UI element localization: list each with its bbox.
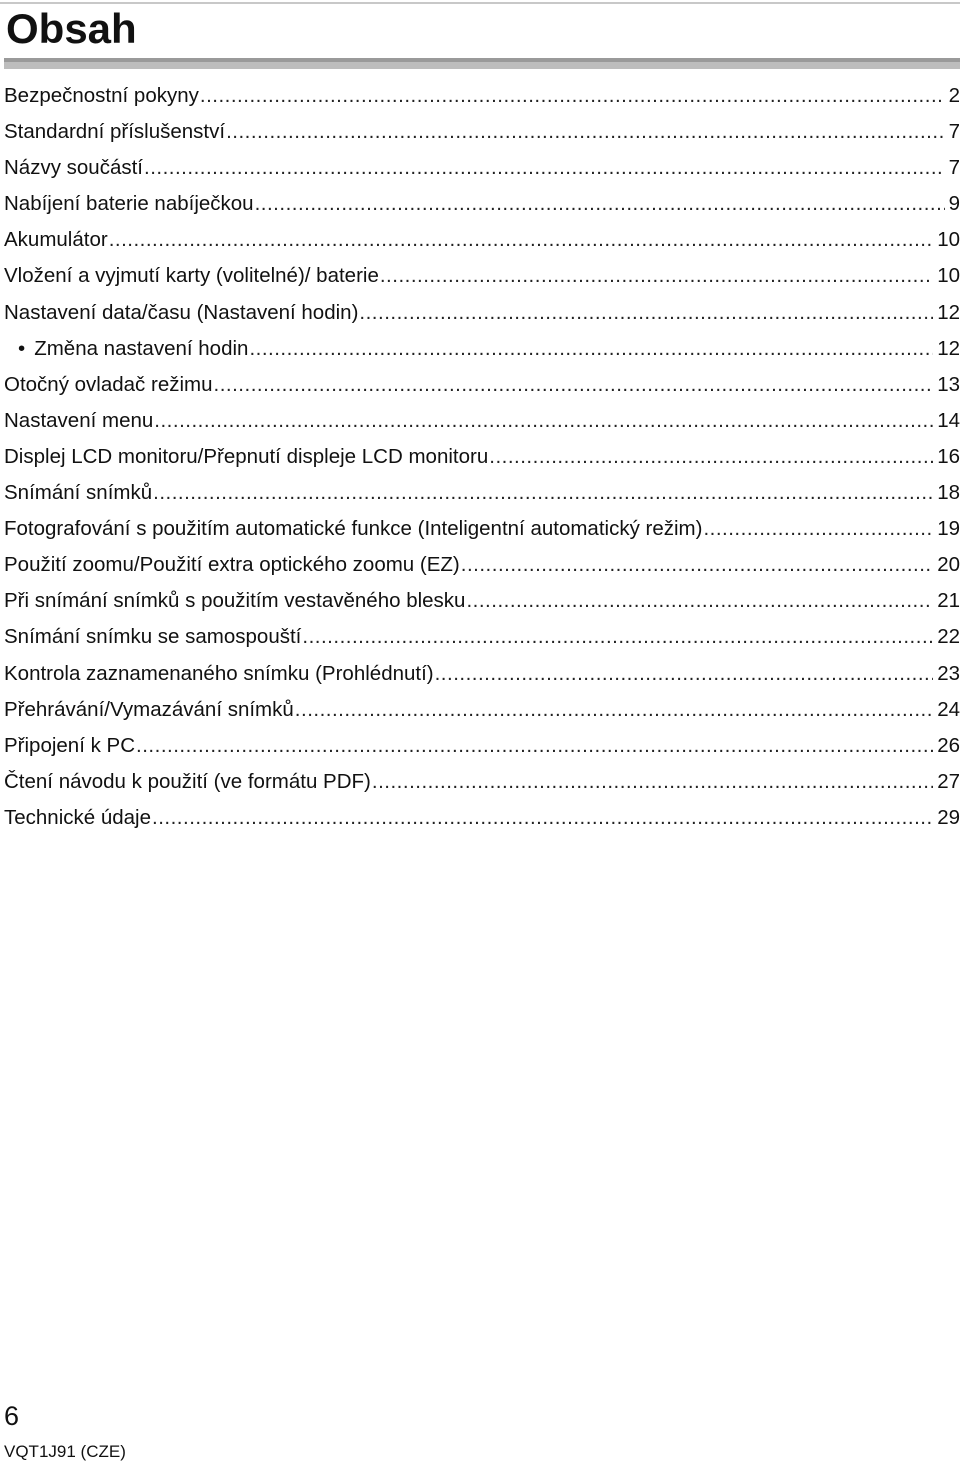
toc-entry-text: Názvy součástí <box>4 156 143 180</box>
toc-entry-title <box>4 295 358 331</box>
toc-entry-title <box>4 222 108 258</box>
toc-entry[interactable] <box>4 547 960 583</box>
toc-entry-page: 21 <box>937 589 960 613</box>
toc-entry[interactable] <box>4 692 960 728</box>
toc-entry-text: Při snímání snímků s použitím vestavěného blesku <box>4 589 466 613</box>
toc-entry-title <box>4 367 213 403</box>
toc-entry-title <box>4 728 135 764</box>
toc-entry[interactable] <box>4 619 960 655</box>
toc-entry-title <box>4 114 225 150</box>
toc-entry-page: 20 <box>937 553 960 577</box>
toc-entry-page: 18 <box>937 481 960 505</box>
toc-entry[interactable] <box>4 295 960 331</box>
toc-entry-title <box>4 403 153 439</box>
toc-entry-text: Nastavení data/času (Nastavení hodin) <box>4 300 359 324</box>
dot-leader <box>489 439 933 475</box>
toc-entry-page: 19 <box>937 517 960 541</box>
toc-entry-page: 7 <box>948 120 960 144</box>
toc-entry-text: Čtení návodu k použití (ve formátu PDF) <box>4 769 371 793</box>
toc-entry-page: 29 <box>937 805 960 829</box>
toc-entry-text: Displej LCD monitoru/Přepnutí displeje LCD monitoru <box>4 444 489 468</box>
dot-leader <box>152 800 933 836</box>
dot-leader <box>380 258 933 294</box>
toc-entry-text: Technické údaje <box>4 805 152 829</box>
toc-entry-page: 26 <box>937 733 960 757</box>
toc-entry-title <box>4 692 294 728</box>
page-title: Obsah <box>6 5 137 52</box>
toc-entry[interactable] <box>4 222 960 258</box>
dot-leader <box>703 511 933 547</box>
toc-entry-title <box>4 186 254 222</box>
toc-entry[interactable] <box>4 511 960 547</box>
dot-leader <box>435 656 934 692</box>
dot-leader <box>153 475 933 511</box>
title-underline-bar <box>4 58 960 69</box>
toc-entry-page: 2 <box>948 84 960 107</box>
toc-entry-text: Použití zoomu/Použití extra optického zoomu (EZ) <box>4 553 460 577</box>
toc-entry-title <box>4 547 460 583</box>
toc-entry-page: 12 <box>937 300 960 324</box>
toc-entry[interactable] <box>4 403 960 439</box>
toc-entry-title <box>4 656 434 692</box>
dot-leader <box>214 367 934 403</box>
toc-entry[interactable] <box>4 800 960 836</box>
toc-entry-page: 7 <box>948 156 960 180</box>
toc-entry-page: 14 <box>937 408 960 432</box>
toc-entry[interactable] <box>4 331 960 367</box>
toc-entry[interactable] <box>4 186 960 222</box>
toc-entry-text: Přehrávání/Vymazávání snímků <box>4 697 294 721</box>
toc-entry-title <box>4 475 152 511</box>
dot-leader <box>302 619 933 655</box>
dot-leader <box>154 403 933 439</box>
toc-entry-text: Kontrola zaznamenaného snímku (Prohlédnutí) <box>4 661 434 685</box>
dot-leader <box>255 186 945 222</box>
toc-entry-text: Vložení a vyjmutí karty (volitelné)/ baterie <box>4 264 379 288</box>
toc-entry[interactable] <box>4 439 960 475</box>
dot-leader <box>200 78 945 114</box>
dot-leader <box>359 295 933 331</box>
toc-entry[interactable] <box>4 764 960 800</box>
toc-entry-text: Připojení k PC <box>4 733 136 757</box>
toc-entry[interactable] <box>4 475 960 511</box>
dot-leader <box>109 222 934 258</box>
toc-entry-page: 24 <box>937 697 960 721</box>
toc-entry[interactable] <box>4 78 960 114</box>
document-code: VQT1J91 (CZE) <box>4 1442 126 1461</box>
toc-entry-page: 27 <box>937 769 960 793</box>
toc-entry[interactable] <box>4 258 960 294</box>
dot-leader <box>249 331 933 367</box>
toc-entry-text: Fotografování s použitím automatické funkce (Inteligentní automatický režim) <box>4 517 703 541</box>
toc-entry[interactable] <box>4 114 960 150</box>
toc-entry-title <box>4 619 301 655</box>
toc-entry-title <box>4 511 702 547</box>
toc-entry[interactable] <box>4 728 960 764</box>
toc-entry[interactable] <box>4 656 960 692</box>
toc-entry-page: 13 <box>937 372 960 396</box>
toc-entry-title <box>4 800 151 836</box>
toc-entry-page: 22 <box>937 625 960 649</box>
toc-entry-title <box>4 258 379 294</box>
toc-entry-text: Změna nastavení hodin <box>34 336 249 360</box>
toc-entry-text: Akumulátor <box>4 228 108 252</box>
toc-entry-text: Bezpečnostní pokyny <box>4 84 199 107</box>
dot-leader <box>372 764 933 800</box>
toc-entry-text: Otočný ovladač režimu <box>4 372 213 396</box>
bullet-icon: • <box>18 336 26 360</box>
toc-entry-page: 10 <box>937 228 960 252</box>
toc-entry-text: Snímání snímků <box>4 481 153 505</box>
toc-entry-page: 9 <box>948 192 960 216</box>
toc-entry-page: 16 <box>937 444 960 468</box>
toc-entry-title <box>4 583 465 619</box>
toc-entry[interactable] <box>4 150 960 186</box>
toc-entry-page: 12 <box>937 336 960 360</box>
toc-entry-title <box>4 764 371 800</box>
toc-entry-page: 10 <box>937 264 960 288</box>
table-of-contents <box>4 78 960 836</box>
toc-entry-text: Nastavení menu <box>4 408 154 432</box>
toc-entry-title <box>4 331 248 367</box>
dot-leader <box>226 114 945 150</box>
dot-leader <box>136 728 933 764</box>
toc-entry-title <box>4 78 199 114</box>
toc-entry-text: Snímání snímku se samospouští <box>4 625 302 649</box>
dot-leader <box>144 150 945 186</box>
toc-entry-text: Standardní příslušenství <box>4 120 226 144</box>
toc-entry-page: 23 <box>937 661 960 685</box>
dot-leader <box>461 547 933 583</box>
toc-entry-text: Nabíjení baterie nabíječkou <box>4 192 254 216</box>
toc-entry-title <box>4 150 143 186</box>
top-rule <box>0 2 960 4</box>
dot-leader <box>295 692 933 728</box>
page-number: 6 <box>4 1401 20 1431</box>
toc-entry[interactable] <box>4 367 960 403</box>
toc-entry[interactable] <box>4 583 960 619</box>
dot-leader <box>466 583 933 619</box>
toc-entry-title <box>4 439 488 475</box>
